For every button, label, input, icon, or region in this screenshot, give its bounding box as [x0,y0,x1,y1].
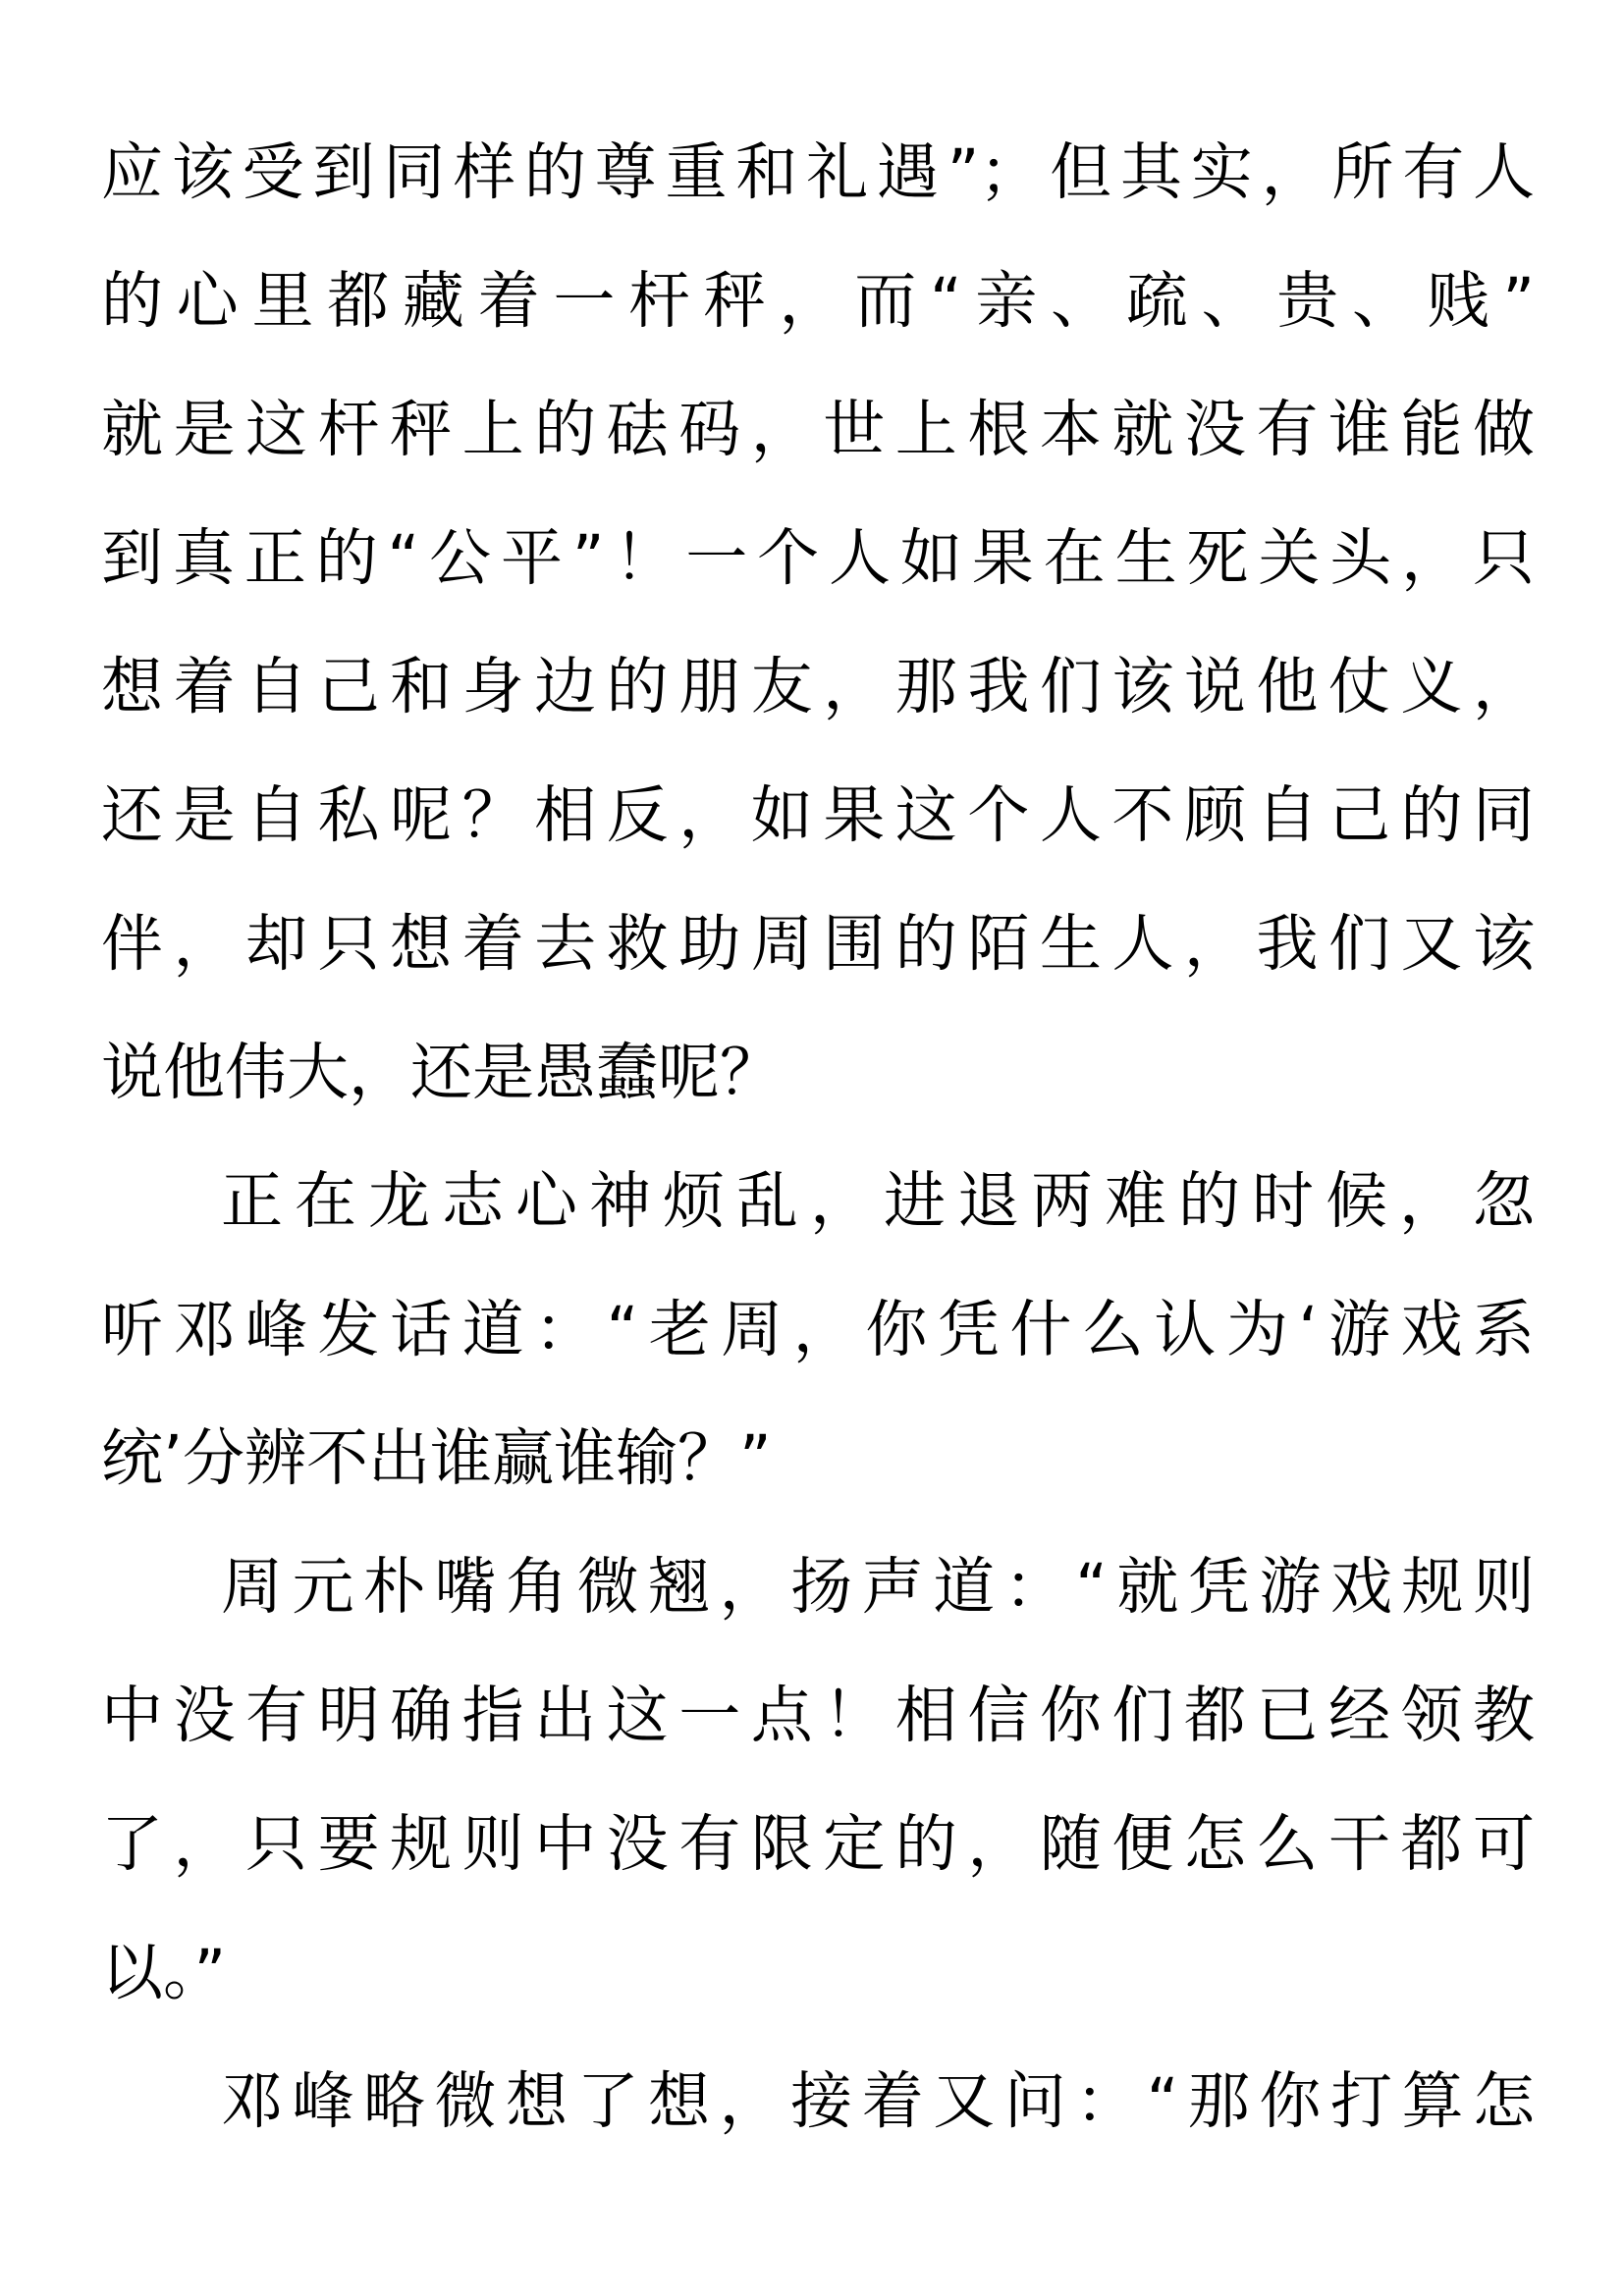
paragraph-2 [101,1137,1535,1522]
paragraph-3 [101,1522,1535,2037]
text-line: 就是这杆秤上的砝码，世上根本就没有谁能做 [101,394,1535,465]
text-line: 应该受到同样的尊重和礼遇”；但其实，所有人 [101,136,1535,208]
text-line: 还是自私呢？相反，如果这个人不顾自己的同 [101,779,1535,851]
text-line: 正在龙志心神烦乱，进退两难的时候，忽 [221,1165,1535,1237]
text-line: 说他伟大，还是愚蠢呢？ [101,1037,782,1108]
text-line: 到真正的“公平”！一个人如果在生死关头，只 [101,522,1535,594]
text-line: 伴，却只想着去救助周围的陌生人，我们又该 [101,908,1535,980]
paragraph-4 [101,2037,1535,2165]
text-line: 周元朴嘴角微翘，扬声道：“就凭游戏规则 [221,1551,1535,1623]
body-text [101,108,1535,2165]
text-line: 了，只要规则中没有限定的，随便怎么干都可 [101,1808,1535,1880]
text-line: 的心里都藏着一杆秤，而“亲、疏、贵、贱” [101,265,1535,337]
text-line: 中没有明确指出这一点！相信你们都已经领教 [101,1680,1535,1751]
text-line: 想着自己和身边的朋友，那我们该说他仗义， [101,651,1535,722]
text-line: 统’分辨不出谁赢谁输？” [101,1422,772,1494]
text-line: 听邓峰发话道：“老周，你凭什么认为‘游戏系 [101,1294,1535,1365]
paragraph-1 [101,108,1535,1137]
text-line: 以。” [101,1937,227,2008]
text-line: 邓峰略微想了想，接着又问：“那你打算怎 [221,2065,1535,2137]
